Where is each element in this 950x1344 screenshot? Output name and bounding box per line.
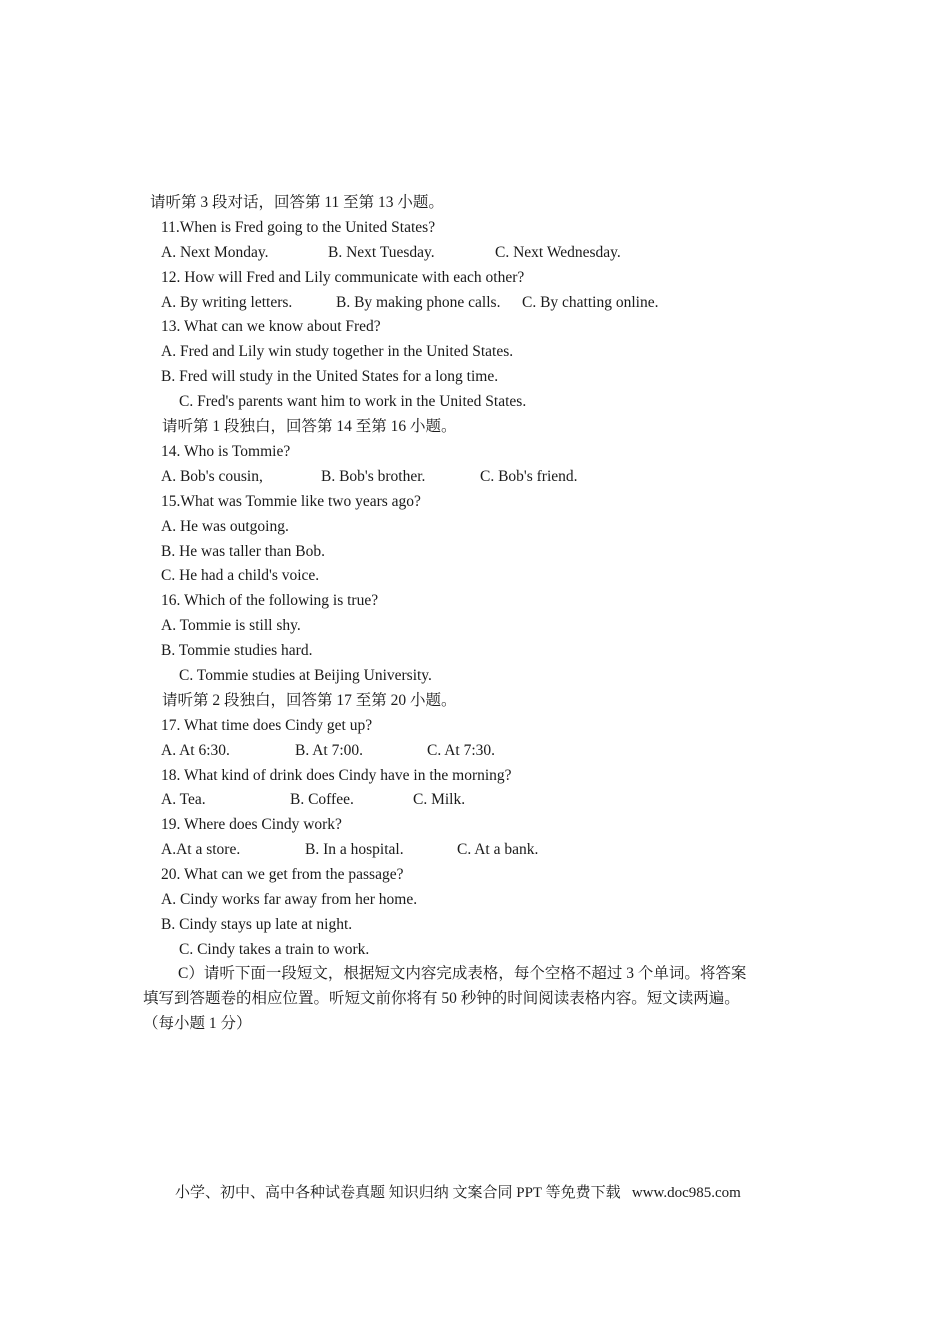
question-13: 13. What can we know about Fred?: [161, 318, 381, 335]
q19-option-a: A.At a store.: [161, 841, 241, 858]
q15-option-a: A. He was outgoing.: [161, 518, 289, 535]
question-16: 16. Which of the following is true?: [161, 592, 379, 609]
q17-option-a: A. At 6:30.: [161, 742, 230, 759]
q19-option-b: B. In a hospital.: [305, 841, 404, 858]
q12-option-a: A. By writing letters.: [161, 294, 293, 311]
q15-option-c: C. He had a child's voice.: [161, 567, 320, 584]
q19-option-c: C. At a bank.: [457, 841, 539, 858]
q14-option-a: A. Bob's cousin,: [161, 468, 263, 485]
q20-option-c: C. Cindy takes a train to work.: [179, 941, 370, 958]
q11-option-b: B. Next Tuesday.: [328, 244, 435, 261]
q14-option-b: B. Bob's brother.: [321, 468, 426, 485]
q16-option-a: A. Tommie is still shy.: [161, 617, 301, 634]
q20-option-b: B. Cindy stays up late at night.: [161, 916, 353, 933]
question-19: 19. Where does Cindy work?: [161, 816, 342, 833]
q11-option-a: A. Next Monday.: [161, 244, 269, 261]
q20-option-a: A. Cindy works far away from her home.: [161, 891, 418, 908]
q13-option-b: B. Fred will study in the United States for a long time.: [161, 368, 499, 385]
question-18: 18. What kind of drink does Cindy have in the morning?: [161, 767, 512, 784]
question-20: 20. What can we get from the passage?: [161, 866, 404, 883]
q13-option-a: A. Fred and Lily win study together in the United States.: [161, 343, 514, 360]
q13-option-c: C. Fred's parents want him to work in the United States.: [179, 393, 527, 410]
part-c-instruction-line3: （每小题 1 分）: [143, 1015, 252, 1032]
q12-option-b: B. By making phone calls.: [336, 294, 501, 311]
q14-option-c: C. Bob's friend.: [480, 468, 578, 485]
q18-option-b: B. Coffee.: [290, 791, 354, 808]
q16-option-b: B. Tommie studies hard.: [161, 642, 313, 659]
monologue1-heading: 请听第 1 段独白，回答第 14 至第 16 小题。: [162, 418, 457, 435]
question-17: 17. What time does Cindy get up?: [161, 717, 373, 734]
part-c-instruction-line2: 填写到答题卷的相应位置。听短文前你将有 50 秒钟的时间阅读表格内容。短文读两遍。: [143, 990, 740, 1007]
question-12: 12. How will Fred and Lily communicate with each other?: [161, 269, 525, 286]
q17-option-c: C. At 7:30.: [427, 742, 496, 759]
monologue2-heading: 请听第 2 段独白，回答第 17 至第 20 小题。: [162, 692, 457, 709]
q17-option-b: B. At 7:00.: [295, 742, 364, 759]
q12-option-c: C. By chatting online.: [522, 294, 659, 311]
part-c-instruction-line1: C）请听下面一段短文，根据短文内容完成表格，每个空格不超过 3 个单词。将答案: [178, 965, 747, 982]
question-11: 11.When is Fred going to the United States?: [161, 219, 436, 236]
q16-option-c: C. Tommie studies at Beijing University.: [179, 667, 432, 684]
q18-option-a: A. Tea.: [161, 791, 206, 808]
q15-option-b: B. He was taller than Bob.: [161, 543, 326, 560]
section3-heading: 请听第 3 段对话，回答第 11 至第 13 小题。: [150, 194, 444, 211]
question-14: 14. Who is Tommie?: [161, 443, 291, 460]
page-footer: 小学、初中、高中各种试卷真题 知识归纳 文案合同 PPT 等免费下载 www.doc985.com: [175, 1185, 741, 1201]
q11-option-c: C. Next Wednesday.: [495, 244, 621, 261]
question-15: 15.What was Tommie like two years ago?: [161, 493, 421, 510]
q18-option-c: C. Milk.: [413, 791, 466, 808]
